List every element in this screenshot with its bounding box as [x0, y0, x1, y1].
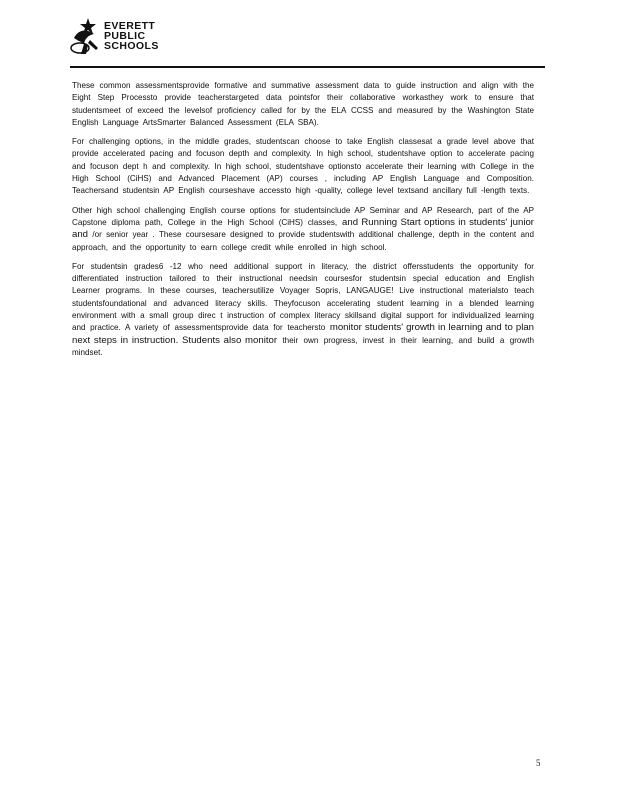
paragraph-4-part-a: For studentsin grades6 -12 who need additional support in literacy, the district offersstudents the opportunity for differentiated instruction tailored to their instructional needsin coursesfor studentsin special education and English Learner programs. In these courses, teachersutilize Voyager Sopris, LANGAUGE! Live instructional materialsto teach studentsfoundational and advanced literacy skills. Theyfocuson accelerating student learning in a blended learning environment with a small group direc t instruction of complex literacy skillsand digital support for individualized learning and practice. A variety of assessmentsprovide data for teachersto: [72, 261, 534, 333]
paragraph-4-part-b: monitor students' growth in learning and to plan next steps in instruction. Students also monitor: [72, 322, 534, 346]
header-rule: [70, 66, 545, 68]
paragraph-literacy-support: [72, 261, 534, 359]
logo-wordmark: [104, 21, 159, 51]
paragraph-high-school-options: [72, 205, 534, 254]
paragraph-3-part-c: /or senior year . These coursesare designed to provide studentswith additional challenge, depth in the content and approach, and the opportunity to earn college credit while enrolled in high school.: [72, 230, 534, 252]
paragraph-3-part-b: and Running Start options in students' junior and: [72, 216, 535, 241]
paragraph-4-part-c: their own progress, invest in their learning, and build a growth mindset.: [72, 335, 535, 357]
page-number: 5: [536, 758, 541, 768]
star-figure-icon: [70, 18, 104, 56]
logo-line-3: SCHOOLS: [104, 40, 159, 52]
district-logo: [70, 14, 180, 64]
logo-line-1: EVERETT: [104, 20, 156, 32]
paragraph-assessments: These common assessmentsprovide formative and summative assessment data to guide instruction and align with the Eight Step Processto provide teacherstargeted data pointsfor their collaborative workasthey work to ensure that studentsmeet of exceed the levelsof proficiency called for by the ELA CCSS and measured by the Washington State English Language ArtsSmarter Balanced Assessment (ELA SBA).: [72, 81, 534, 127]
logo-line-2: PUBLIC: [104, 30, 146, 42]
document-body: [72, 80, 534, 366]
paragraph-3-part-a: Other high school challenging English course options for studentsinclude AP Seminar and AP Research, part of the AP Capstone diploma path, College in the High School (CiHS) classes,: [72, 205, 534, 227]
paragraph-challenging-options: For challenging options, in the middle grades, studentscan choose to take English classesat a grade level above that provide accelerated pacing and focuson depth and complexity. In high school, studentshave option to accelerate pacing and focuson dept h and complexity. In high school, studentshave optionsto accelerate their learning with College in the High School (CiHS) and Advanced Placement (AP) courses , including AP English Language and Composition. Teachersand studentsin AP English courseshave accessto high -quality, college level textsand ancillary full -length texts.: [72, 137, 534, 196]
